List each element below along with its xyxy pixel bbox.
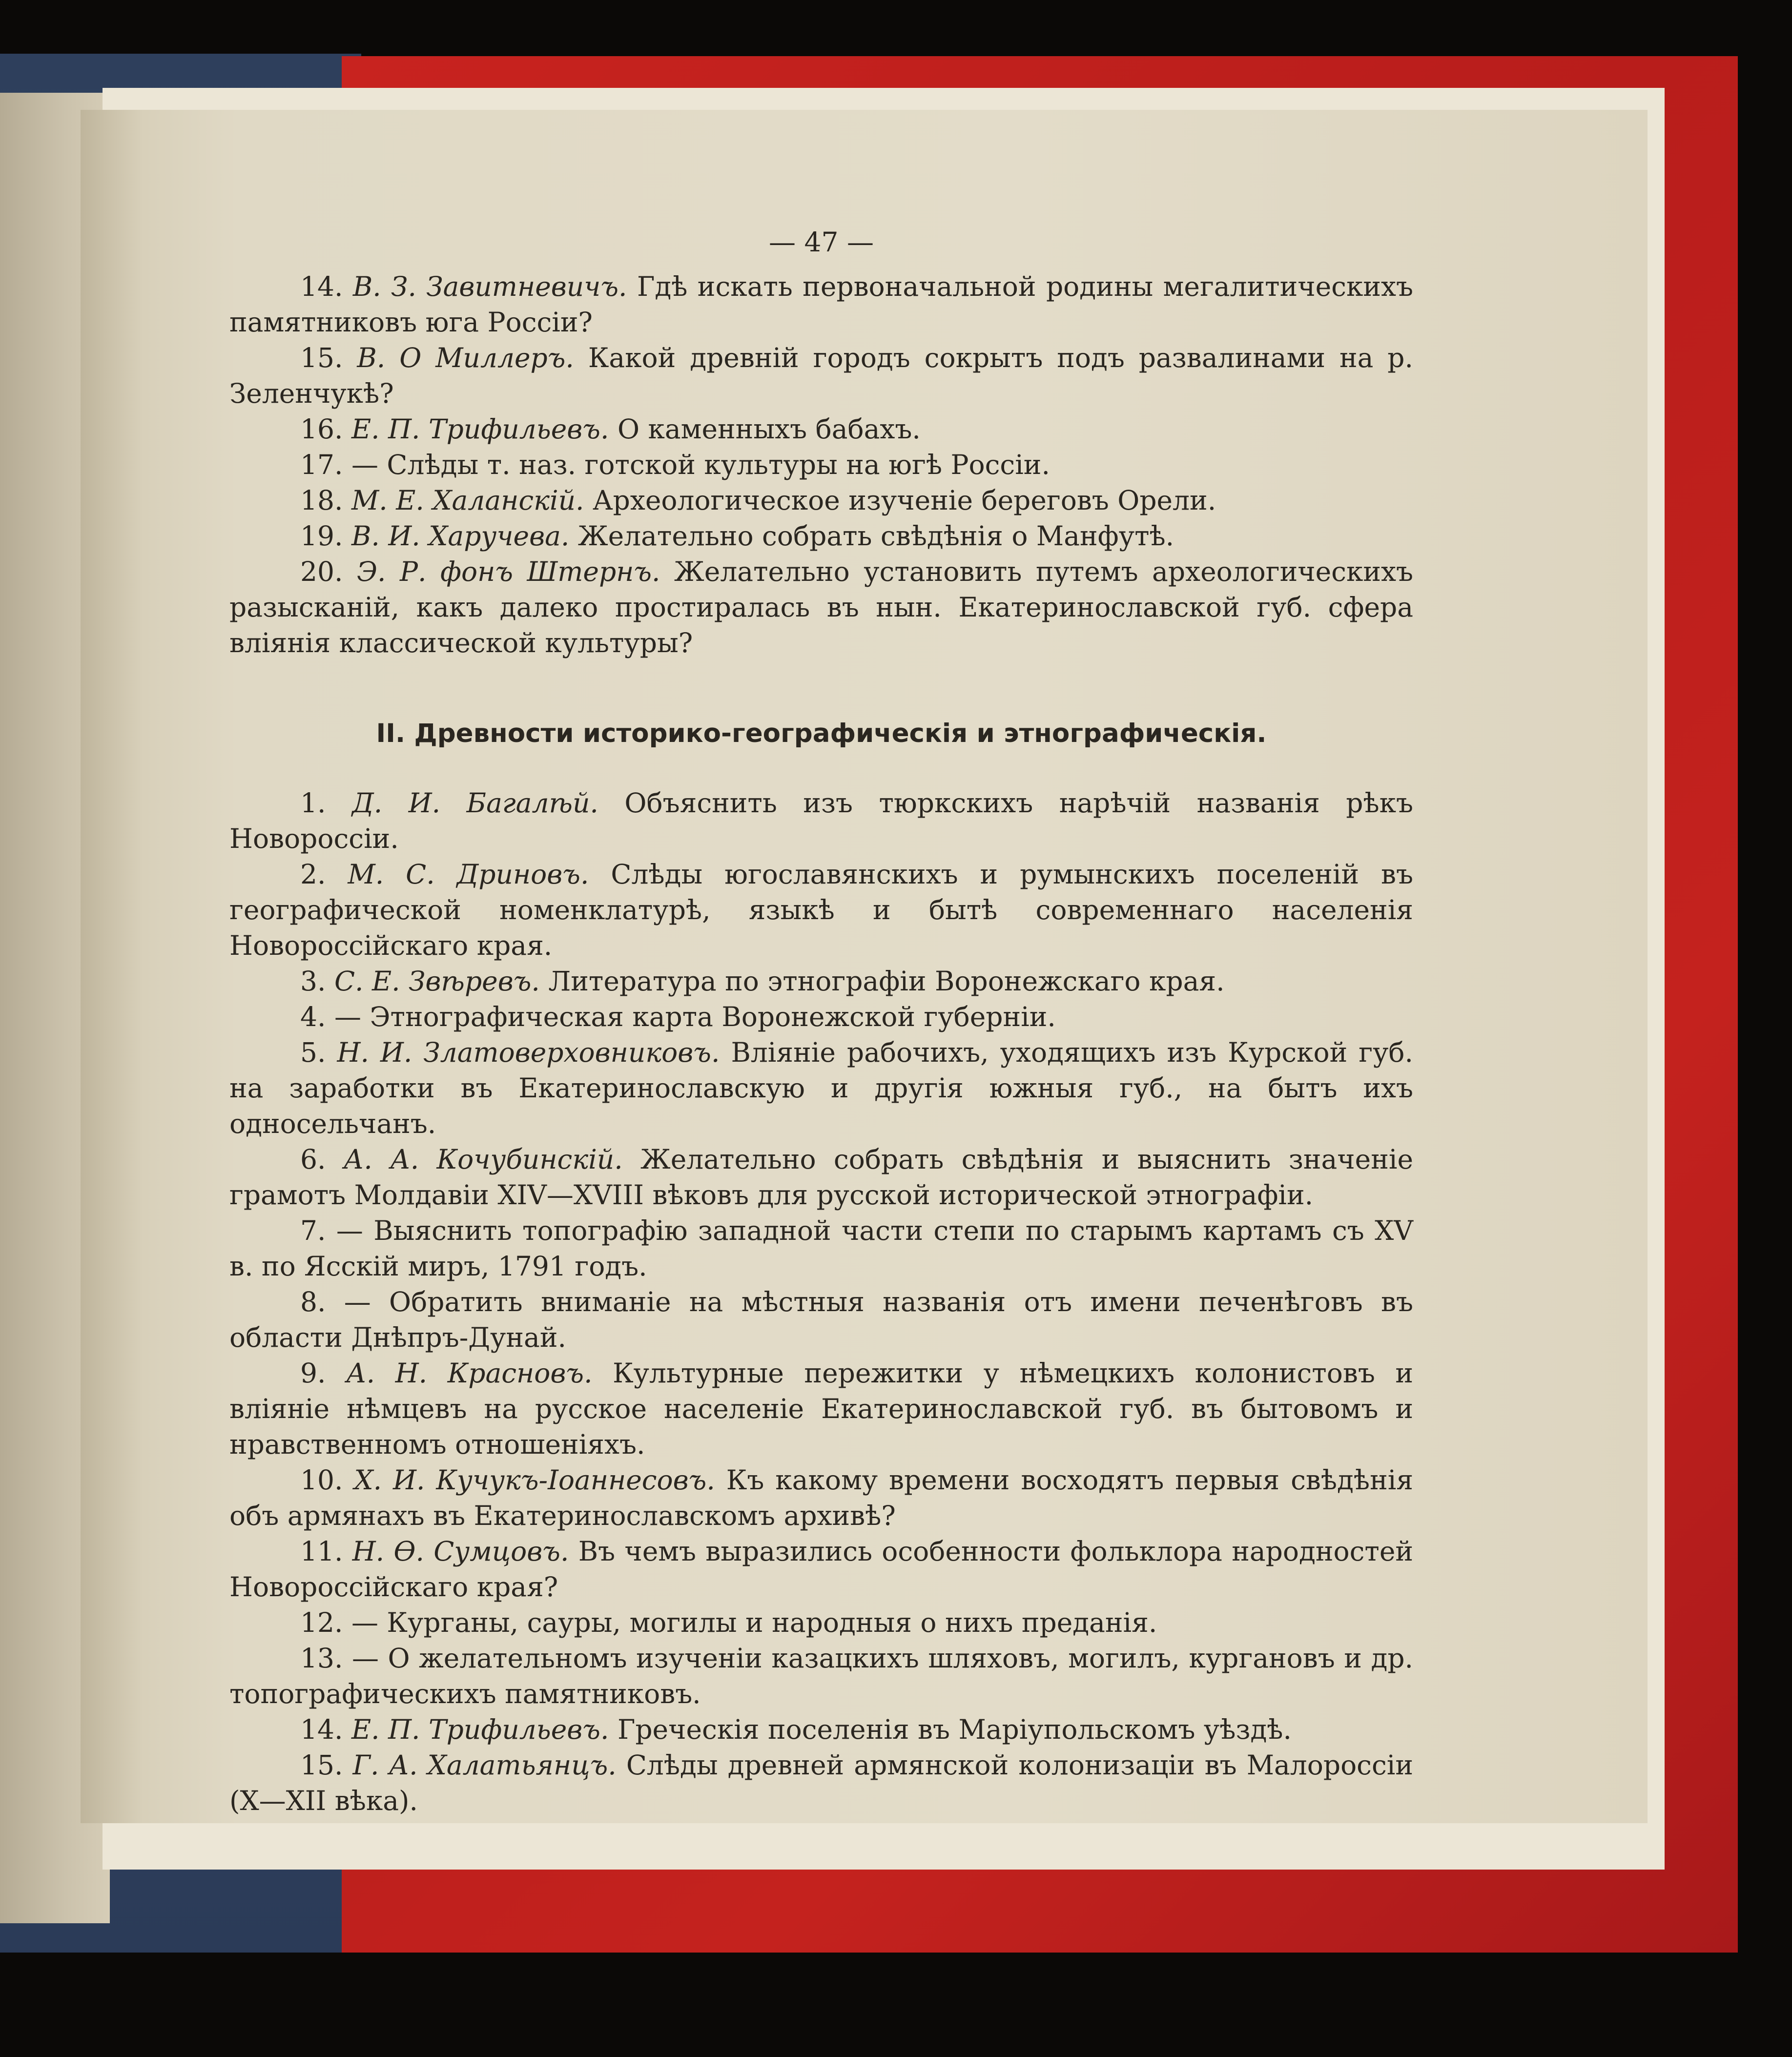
item-number: 1. [300,787,326,819]
item-text: — О желательномъ изученіи казацкихъ шляховъ, могилъ, кургановъ и др. топографическихъ памятниковъ. [229,1643,1414,1709]
item-author: Н. И. Златоверховниковъ. [337,1037,720,1068]
item-text: Къ какому времени восходятъ первыя свѣдѣнія объ армянахъ въ Екатеринославскомъ архивѣ? [229,1464,1414,1531]
list-item [229,554,1413,661]
item-number: 12. [300,1607,343,1638]
item-number: 5. [300,1037,326,1068]
item-text: Слѣды древней армянской колонизаціи въ Малороссіи (X—XII вѣка). [229,1749,1414,1816]
item-text: — Обратить вниманіе на мѣстныя названія отъ имени печенѣговъ въ области Днѣпръ-Дунай. [229,1286,1413,1353]
section-heading: II. Древности историко-географическія и этнографическія. [376,719,1267,748]
item-text: Какой древній городъ сокрытъ подъ развалинами на р. Зеленчукѣ? [229,342,1413,409]
item-number: 11. [300,1536,343,1567]
item-number: 9. [300,1358,326,1389]
item-number: 4. [300,1001,326,1032]
item-text: Вліяніе рабочихъ, уходящихъ изъ Курской губ. на заработки въ Екатеринославскую и другія южныя губ., на бытъ ихъ односельчанъ. [229,1037,1414,1139]
item-author: Е. П. Трифильевъ. [351,413,609,445]
list-item [229,411,1413,447]
item-list-part2 [229,785,1413,1819]
item-author: Е. П. Трифильевъ. [351,1714,609,1745]
item-number: 6. [300,1144,326,1175]
item-text: Объяснить изъ тюркскихъ нарѣчій названія рѣкъ Новороссіи. [229,787,1414,854]
item-number: 15. [300,1749,343,1781]
item-number: 15. [300,342,343,373]
item-author: А. Н. Красновъ. [346,1358,593,1389]
item-text: Въ чемъ выразились особенности фольклора народностей Новороссійскаго края? [229,1536,1414,1603]
list-item [229,269,1413,340]
list-item [229,1213,1413,1284]
item-number: 18. [300,485,343,516]
item-text: Желательно установить путемъ археологическихъ разысканій, какъ далеко простиралась въ нын. Екатеринославской губ. сфера вліянія классической культуры? [229,556,1414,658]
list-item [229,1534,1413,1605]
item-text: Желательно собрать свѣдѣнія и выяснить значеніе грамотъ Молдавіи XIV—XVIII вѣковъ для русской исторической этнографіи. [229,1144,1414,1211]
item-text: Желательно собрать свѣдѣнія о Манфутѣ. [577,520,1174,552]
list-item [229,1356,1413,1462]
item-author: М. Е. Халанскій. [351,485,584,516]
list-item [229,857,1413,964]
list-item [229,1142,1413,1213]
item-text: — Этнографическая карта Воронежской губерніи. [334,1001,1056,1032]
list-item [229,964,1413,999]
item-text: — Слѣды т. наз. готской культуры на югѣ Россіи. [351,449,1050,480]
list-item [229,785,1413,857]
list-item [229,483,1413,518]
list-item [229,340,1413,411]
item-number: 10. [300,1464,343,1496]
list-item [229,1035,1413,1142]
item-number: 8. [300,1286,326,1317]
item-number: 17. [300,449,343,480]
list-item [229,999,1413,1035]
item-text: Литература по этнографіи Воронежскаго края. [548,966,1225,997]
item-author: В. З. Завитневичъ. [352,271,627,302]
list-item [229,1462,1413,1534]
page-number: — 47 — [769,226,874,258]
list-item [229,1284,1413,1356]
item-text: Слѣды югославянскихъ и румынскихъ поселеній въ географической номенклатурѣ, языкѣ и бытѣ современнаго населенія Новороссійскаго края. [229,859,1414,961]
item-author: А. А. Кочубинскій. [343,1144,623,1175]
list-item [229,447,1413,483]
item-author: Н. Ѳ. Сумцовъ. [352,1536,569,1567]
list-item [229,1712,1413,1748]
list-item [229,1605,1413,1641]
item-author: М. С. Дриновъ. [348,859,589,890]
item-number: 16. [300,413,343,445]
item-author: В. О Миллеръ. [357,342,574,373]
item-author: Х. И. Кучукъ-Іоаннесовъ. [354,1464,715,1496]
item-author: Э. Р. фонъ Штернъ. [356,556,660,587]
item-number: 3. [300,966,326,997]
item-number: 14. [300,271,343,302]
item-number: 19. [300,520,343,552]
item-text: Археологическое изученіе береговъ Орели. [592,485,1216,516]
item-author: В. И. Харучева. [351,520,570,552]
item-number: 20. [300,556,343,587]
item-author: С. Е. Звѣревъ. [334,966,540,997]
item-text: Гдѣ искать первоначальной родины мегалитическихъ памятниковъ юга Россіи? [229,271,1414,338]
item-number: 2. [300,859,326,890]
item-text: — Курганы, сауры, могилы и народныя о нихъ преданія. [351,1607,1157,1638]
list-item [229,1748,1413,1819]
item-number: 13. [300,1643,343,1674]
item-text: Греческія поселенія въ Маріупольскомъ уѣздѣ. [617,1714,1292,1745]
item-text: — Выяснить топографію западной части степи по старымъ картамъ съ XV в. по Ясскій миръ, 1791 годъ. [229,1215,1413,1282]
list-item [229,518,1413,554]
item-text: О каменныхъ бабахъ. [617,413,921,445]
list-item [229,1641,1413,1712]
item-author: Д. И. Багалѣй. [352,787,598,819]
page-content [229,210,1413,1819]
item-text: Культурные пережитки у нѣмецкихъ колонистовъ и вліяніе нѣмцевъ на русское населеніе Екатеринославской губ. въ бытовомъ и нравственномъ отношеніяхъ. [229,1358,1414,1460]
item-number: 14. [300,1714,343,1745]
item-number: 7. [300,1215,326,1246]
item-list-part1 [229,269,1413,661]
item-author: Г. А. Халатьянцъ. [352,1749,617,1781]
